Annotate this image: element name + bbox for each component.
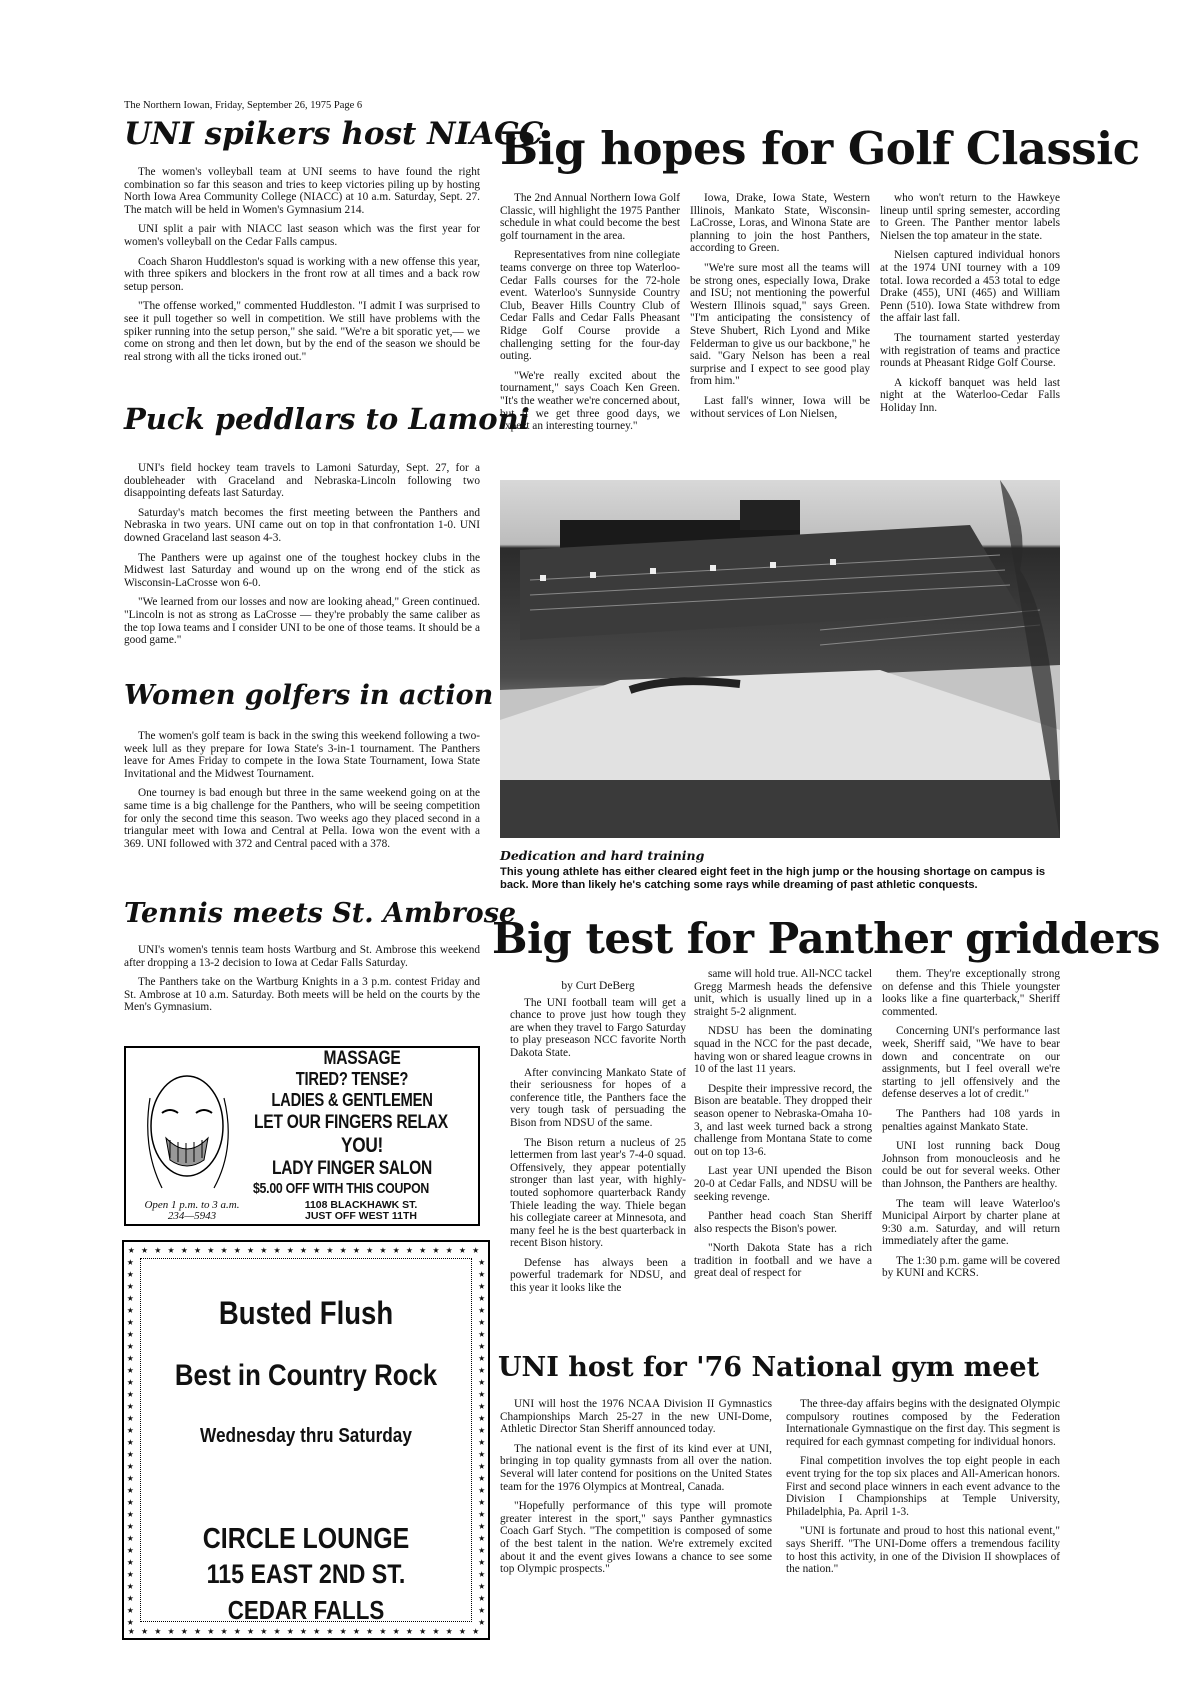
paragraph: "We learned from our losses and now are looking ahead," Green continued. "Lincoln is not as strong as LaCrosse — they're probably the same caliber as the top Iowa teams and I consider UNI to be one of those teams. It should be a good game." <box>124 596 480 647</box>
gym-headline: UNI host for '76 National gym meet <box>498 1352 1040 1383</box>
paragraph: Coach Sharon Huddleston's squad is working with a new offense this year, with three spikers and blockers in the front row at all times and a back row setup person. <box>124 255 480 293</box>
gridders-col2 <box>694 968 872 1287</box>
paragraph: "We're really excited about the tournament," says Coach Ken Green. "It's the weather we're concerned about, but if we get three good days, we expect an interesting tourney." <box>500 369 680 433</box>
paragraph: The women's volleyball team at UNI seems to have found the right combination so far this season and tries to keep victories piling up by hosting North Iowa Area Community College (NIACC) at 10 a.m. Saturday, Sept. 27. The match will be held in Women's Gymnasium 214. <box>124 166 480 216</box>
paragraph: Saturday's match becomes the first meeting between the Panthers and Nebraska in two years. UNI came out on top in that confrontation 1-0. UNI downed Graceland last season 4-3. <box>124 506 480 544</box>
woman-face-illustration <box>132 1058 242 1198</box>
paragraph: The Panthers had 108 yards in penalties against Mankato State. <box>882 1107 1060 1133</box>
ad-line: YOU! <box>340 1134 384 1157</box>
paragraph: "North Dakota State has a rich tradition in football and we have a great deal of respect for <box>694 1242 872 1280</box>
paragraph: The three-day affairs begins with the designated Olympic compulsory routines composed by the Federation Internationale Gymnastique on the first day. This segment is required for each gymnast competing for individual honors. <box>786 1398 1060 1448</box>
puck-article <box>124 462 480 654</box>
paragraph: Concerning UNI's performance last week, Sheriff said, "We have to bear down and concentrate on our assignments, but I feel overall we're starting to jell offensively and the defense deserves a lot of credit." <box>882 1025 1060 1101</box>
paragraph: The women's golf team is back in the swing this weekend following a two-week lull as they prepare for Iowa State's 3-in-1 tournament. The Panthers leave for Ames Friday to compete in the Iowa State Tournament, Iowa State Invitational and the Midwest Tournament. <box>124 730 480 780</box>
star-border-left: ★ ★ ★ ★ ★ ★ ★ ★ ★ ★ ★ ★ ★ ★ ★ ★ ★ ★ ★ ★ ★ ★ ★ ★ ★ ★ ★ ★ ★ ★ ★ <box>127 1255 134 1628</box>
paragraph: UNI's women's tennis team hosts Wartburg and St. Ambrose this weekend after dropping a 13-2 decision to Iowa at Cedar Falls Saturday. <box>124 944 480 969</box>
ad-line: 115 EAST 2ND ST. <box>206 1559 406 1589</box>
gridders-col1 <box>510 980 686 1302</box>
golfers-article <box>124 730 480 857</box>
golf-classic-headline: Big hopes for Golf Classic <box>500 122 1140 175</box>
gym-col1 <box>500 1398 772 1583</box>
paragraph: Despite their impressive record, the Bison are beatable. They dropped their season opener to Nebraska-Omaha 10-3, and last week turned back a strong challenge from Montana State to come out on top 13-6. <box>694 1082 872 1158</box>
ad-line: LET OUR FINGERS RELAX <box>254 1112 448 1133</box>
paragraph: The Bison return a nucleus of 25 lettermen from last year's 7-4-0 squad. Offensively, they appear potentially stronger than last year, with highly-touted sophomore quarterback Randy Thiele leading the way. Thiele began his collegiate career at Minnesota, and many feel he is the best quarterback in recent Bison history. <box>510 1136 686 1250</box>
paragraph: same will hold true. All-NCC tackel Gregg Marmesh heads the defensive unit, which is usually lined up in a straight 5-2 alignment. <box>694 968 872 1018</box>
paragraph: UNI will host the 1976 NCAA Division II Gymnastics Championships March 25-27 in the new UNI-Dome, Athletic Director Stan Sheriff announced today. <box>500 1398 772 1436</box>
byline: by Curt DeBerg <box>561 980 635 992</box>
paragraph: Panther head coach Stan Sheriff also respects the Bison's power. <box>694 1210 872 1235</box>
star-border-top: ★ ★ ★ ★ ★ ★ ★ ★ ★ ★ ★ ★ ★ ★ ★ ★ ★ ★ ★ ★ ★ ★ ★ ★ ★ ★ ★ <box>128 1243 479 1256</box>
paragraph: "Hopefully performance of this type will promote greater interest in the sport," says Panther gymnastics Coach Garf Stych. "The competition is composed of some of the best talent in the nation. We're extremely excited about it and the event gives Iowans a chance to see some top Olympic prospects." <box>500 1500 772 1576</box>
paragraph: UNI lost running back Doug Johnson from monoucleosis and he could be out for several weeks. Other than Johnson, the Panthers are healthy. <box>882 1140 1060 1190</box>
paragraph: One tourney is bad enough but three in the same weekend going on at the same time is a big challenge for the Panthers, who will be seeing competition for only the second time this season. Two weeks ago they placed second in a triangular meet with Iowa and Central at Pella. Iowa won the event with a 369. UNI followed with 372 and Central paced with a 378. <box>124 787 480 850</box>
ad-inner-panel <box>140 1258 472 1625</box>
golf-classic-col2 <box>690 192 870 427</box>
ad-line: CEDAR FALLS <box>227 1595 385 1625</box>
ad-hours: Open 1 p.m. to 3 a.m. <box>144 1199 240 1211</box>
paragraph: A kickoff banquet was held last night at the Waterloo-Cedar Falls Holiday Inn. <box>880 376 1060 414</box>
paragraph: Defense has always been a powerful trademark for NDSU, and this year it looks like the <box>510 1256 686 1295</box>
paragraph: "UNI is fortunate and proud to host this national event," says Sheriff. "The UNI-Dome offers a tremendous facility to host this activity, in one of the Division II showplaces of the nation." <box>786 1525 1060 1576</box>
massage-ad <box>124 1046 480 1226</box>
photo-caption-title: Dedication and hard training <box>500 848 705 863</box>
ad-address: JUST OFF WEST 11TH <box>304 1210 417 1222</box>
stadium-photo-graphic <box>500 480 1060 838</box>
ad-line: $5.00 OFF WITH THIS COUPON <box>252 1180 430 1197</box>
paragraph: Last year UNI upended the Bison 20-0 at Cedar Falls, and NDSU will be seeking revenge. <box>694 1165 872 1203</box>
ad-line: TIRED? TENSE? <box>295 1069 409 1089</box>
photo-caption: This young athlete has either cleared eight feet in the high jump or the housing shortage on campus is back. More than likely he's catching some rays while dreaming of past athletic conquests. <box>500 866 1046 891</box>
paragraph: The Panthers were up against one of the toughest hockey clubs in the Midwest last Saturday and wound up on the wrong end of the stick as Wisconsin-LaCrosse won 6-0. <box>124 551 480 589</box>
busted-flush-ad <box>122 1240 490 1640</box>
gridders-headline: Big test for Panther gridders <box>492 914 1160 963</box>
spikers-headline: UNI spikers host NIACC <box>124 116 544 152</box>
ad-line: Wednesday thru Saturday <box>200 1425 412 1447</box>
paragraph: "The offense worked," commented Huddleston. "I admit I was surprised to see it pull together so well in competition. We still have problems with the spiker running into the setup person," she said. "We're a bit sporatic yet,— we come on strong and then let down, but by the end of the season we should be real strong with all the ticks ironed out." <box>124 300 480 363</box>
paragraph: The tournament started yesterday with registration of teams and practice rounds at Pheasant Ridge Golf Course. <box>880 331 1060 370</box>
paragraph: The 2nd Annual Northern Iowa Golf Classic, will highlight the 1975 Panther schedule in what could become the best golf tournament in the area. <box>500 192 680 242</box>
ad-hours-block <box>132 1200 252 1222</box>
ad-line: CIRCLE LOUNGE <box>202 1523 410 1555</box>
paragraph: The national event is the first of its kind ever at UNI, bringing in top quality gymnasts from all over the nation. Several will later contend for positions on the United States team for the 1976 Olympics at Montreal, Canada. <box>500 1442 772 1493</box>
puck-headline: Puck peddlars to Lamoni <box>124 402 530 436</box>
paragraph: Nielsen captured individual honors at the 1974 UNI tourney with a 109 total. Iowa recorded a 453 total to edge Drake (455), UNI (465) and William Penn (510). Iowa State withdrew from the affair last fall. <box>880 249 1060 325</box>
paragraph: "We're sure most all the teams will be strong ones, especially Iowa, Drake and ISU; not mentioning the powerful Western Illinois squad," says Green. "I'm anticipating the consistency of Steve Shubert, Rich Lyond and Mike Felderman to give us our backbone," he said. "Gary Nelson has been a real surprise and I expect to see good play from him." <box>690 261 870 388</box>
paragraph: NDSU has been the dominating squad in the NCC for the past decade, having won or shared league crowns in 10 of the last 11 years. <box>694 1025 872 1076</box>
ad-phone: 234—5943 <box>167 1210 217 1222</box>
paragraph: Iowa, Drake, Iowa State, Western Illinois, Mankato State, Wisconsin-LaCrosse, Loras, and Winona State are planning to join the host Panthers, according to Green. <box>690 192 870 255</box>
golfers-headline: Women golfers in action <box>124 680 494 711</box>
masthead: The Northern Iowan, Friday, September 26, 1975 Page 6 <box>124 100 363 111</box>
paragraph: Last fall's winner, Iowa will be without services of Lon Nielsen, <box>690 394 870 420</box>
gym-col2 <box>786 1398 1060 1583</box>
golf-classic-col3 <box>880 192 1060 422</box>
stadium-photo <box>500 480 1060 838</box>
golf-classic-col1 <box>500 192 680 440</box>
paragraph: UNI's field hockey team travels to Lamoni Saturday, Sept. 27, for a doubleheader with Graceland and Nebraska-Lincoln following two disappointing defeats last Saturday. <box>124 462 480 500</box>
paragraph: The UNI football team will get a chance to prove just how tough they are when they travel to Fargo Saturday to play preseason NCC favorite North Dakota State. <box>510 996 686 1059</box>
paragraph: After convincing Mankato State of their seriousness for hopes of a conference title, the Panthers face the very tough task of persuading the Bison from NDSU of the same. <box>510 1066 686 1129</box>
ad-line: MASSAGE <box>323 1048 401 1069</box>
ad-address-block <box>276 1200 446 1222</box>
ad-line: Best in Country Rock <box>174 1359 438 1392</box>
tennis-headline: Tennis meets St. Ambrose <box>124 898 517 929</box>
paragraph: who won't return to the Hawkeye lineup until spring semester, according to Green. The Panther mentor labels Nielsen the top amateur in the state. <box>880 192 1060 242</box>
ad-line: LADY FINGER SALON <box>271 1158 433 1179</box>
star-border-right: ★ ★ ★ ★ ★ ★ ★ ★ ★ ★ ★ ★ ★ ★ ★ ★ ★ ★ ★ ★ ★ ★ ★ ★ ★ ★ ★ ★ ★ ★ ★ <box>478 1255 485 1628</box>
tennis-article <box>124 944 480 1021</box>
paragraph: The Panthers take on the Wartburg Knights in a 3 p.m. contest Friday and St. Ambrose at 10 a.m. Saturday. Both meets will be held on the courts by the Men's Gymnasium. <box>124 976 480 1014</box>
paragraph: Representatives from nine collegiate teams converge on three top Waterloo-Cedar Falls courses for the 72-hole event. Waterloo's Sunnyside Country Club, Beaver Hills Country Club of Cedar Falls and Cedar Falls Pheasant Ridge Golf Course provide a challenging setting for the four-day outing. <box>500 249 680 363</box>
star-border-bottom: ★ ★ ★ ★ ★ ★ ★ ★ ★ ★ ★ ★ ★ ★ ★ ★ ★ ★ ★ ★ ★ ★ ★ ★ ★ ★ ★ <box>128 1624 479 1637</box>
paragraph: them. They're exceptionally strong on defense and this Thiele youngster looks like a fine quarterback," Sheriff commented. <box>882 968 1060 1018</box>
paragraph: UNI split a pair with NIACC last season which was the first year for women's volleyball on the Cedar Falls campus. <box>124 223 480 248</box>
ad-address: 1108 BLACKHAWK ST. <box>304 1199 418 1211</box>
gridders-col3 <box>882 968 1060 1287</box>
spikers-article <box>124 166 480 370</box>
paragraph: Final competition involves the top eight people in each event trying for the top six places and All-American honors. First and second place winners in each event advance to the Division I Championships at Temple University, Philadelphia, Pa. April 1-3. <box>786 1455 1060 1518</box>
ad-line: LADIES & GENTLEMEN <box>271 1090 433 1110</box>
paragraph: The team will leave Waterloo's Municipal Airport by charter plane at 9:30 a.m. Saturday, and will return immediately after the game. <box>882 1197 1060 1248</box>
ad-line: Busted Flush <box>218 1295 394 1331</box>
paragraph: The 1:30 p.m. game will be covered by KUNI and KCRS. <box>882 1254 1060 1280</box>
